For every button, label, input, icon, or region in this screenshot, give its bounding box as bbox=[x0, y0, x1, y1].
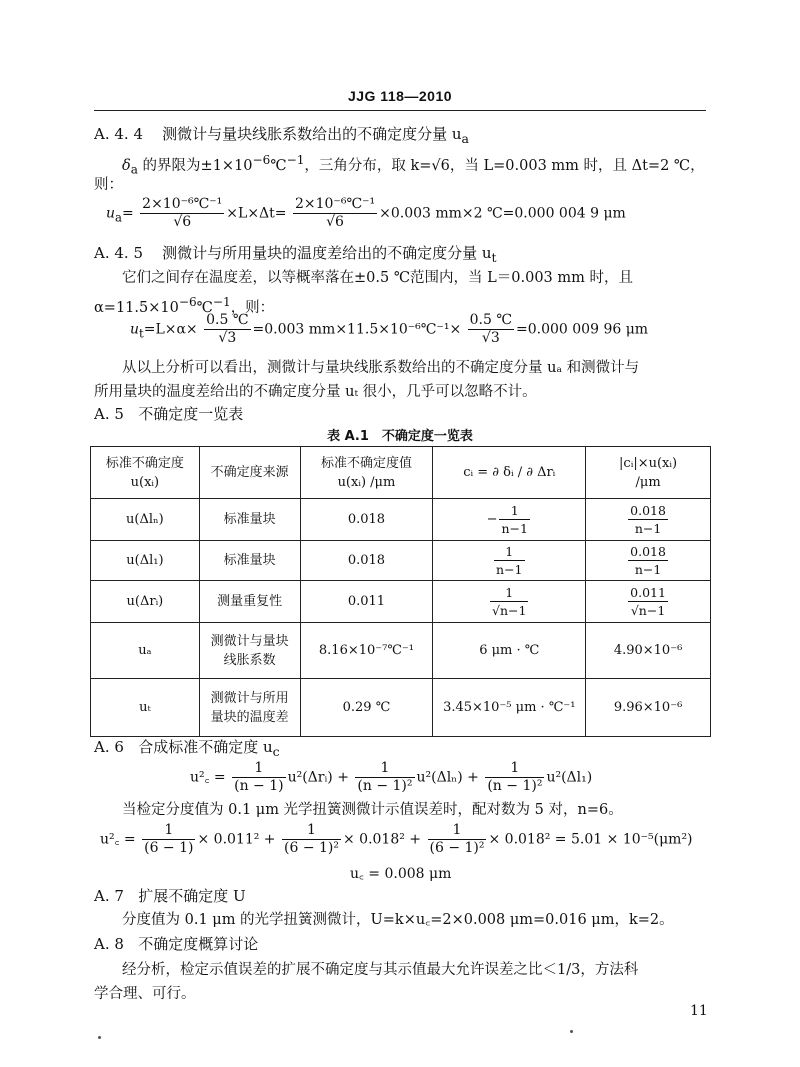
heading-a7: A. 7 扩展不确定度 U bbox=[94, 887, 246, 905]
header-cell: 不确定度来源 bbox=[199, 447, 300, 499]
paragraph-a44-2: 则： bbox=[94, 177, 123, 193]
table-row: uₐ 测微计与量块 线胀系数 8.16×10⁻⁷℃⁻¹ 6 μm · ℃ 4.90×10⁻⁶ bbox=[91, 623, 711, 679]
fraction: $\frac{0.018}{n-1}$ bbox=[630, 544, 666, 577]
header-cell: cᵢ = ∂ δᵢ / ∂ Δrᵢ bbox=[433, 447, 586, 499]
table-header-row bbox=[91, 447, 711, 499]
table-row: u(Δlₙ) 标准量块 0.018 − $\frac{1}{n-1}$ $\frac{0.018}{n-1}$ bbox=[91, 499, 711, 541]
fraction: $\frac{1}{\text{(n − 1)²}}$ bbox=[487, 760, 543, 794]
scan-speck bbox=[98, 1036, 101, 1039]
paragraph-a8-2: 学合理、可行。 bbox=[94, 986, 196, 1002]
fraction: $\frac{1}{n-1}$ bbox=[496, 544, 523, 577]
fraction: $\frac{0.018}{n-1}$ bbox=[630, 503, 666, 536]
table-row: u(Δrᵢ) 测量重复性 0.011 $\frac{1}{√n-1}$ $\frac{0.011}{√n-1}$ bbox=[91, 581, 711, 623]
paragraph-a45-1: 它们之间存在温度差，以等概率落在±0.5 ℃范围内，当 L＝0.003 mm 时，且 bbox=[122, 270, 634, 286]
fraction: $\frac{0.5 ℃}{√3}$ bbox=[206, 312, 249, 346]
fraction: $\frac{0.5 ℃}{√3}$ bbox=[469, 312, 513, 346]
paragraph-a44-1: $\delta_a$ 的界限为$\pm 1\times 10^{-6}℃^{-1}$，三角分布，取 k=√6，当 L=0.003 mm 时，且 Δt=2 ℃， bbox=[122, 153, 705, 177]
fraction: $\frac{1}{\text{(6 − 1)²}}$ bbox=[429, 822, 485, 856]
heading-a45: A. 4. 5 测微计与所用量块的温度差给出的不确定度分量 $u_t$ bbox=[94, 244, 497, 265]
equation-uc-result: u꜀ = 0.008 μm bbox=[350, 866, 452, 882]
heading-a8: A. 8 不确定度概算讨论 bbox=[94, 935, 259, 953]
fraction: $\frac{1}{(6 - 1)}$ bbox=[144, 822, 194, 856]
analysis-line-1: 从以上分析可以看出，测微计与量块线胀系数给出的不确定度分量 uₐ 和测微计与 bbox=[122, 360, 640, 376]
paragraph-a8-1: 经分析，检定示值误差的扩展不确定度与其示值最大允许误差之比＜1/3，方法科 bbox=[122, 962, 639, 978]
table-row: u(Δl₁) 标准量块 0.018 $\frac{1}{n-1}$ $\frac{0.018}{n-1}$ bbox=[91, 541, 711, 581]
fraction: $\frac{1}{(n - 1)}$ bbox=[234, 760, 284, 794]
header-cell: |cᵢ|×u(xᵢ) /μm bbox=[586, 447, 711, 499]
paragraph-a6: 当检定分度值为 0.1 μm 光学扭簧测微计示值误差时，配对数为 5 对，n=6。 bbox=[122, 802, 623, 818]
heading-a44: A. 4. 4 测微计与量块线胀系数给出的不确定度分量 $u_a$ bbox=[94, 125, 469, 146]
table-row: uₜ 测微计与所用 量块的温度差 0.29 ℃ 3.45×10⁻⁵ μm · ℃⁻¹ 9.96×10⁻⁶ bbox=[91, 679, 711, 737]
fraction: $\frac{\text{2×10⁻⁶℃⁻¹}}{√6}$ bbox=[142, 196, 223, 230]
heading-a5: A. 5 不确定度一览表 bbox=[94, 405, 244, 423]
equation-uc-general: u²꜀ = $\frac{1}{(n - 1)}$ u²(Δrᵢ) + $\frac{1}{\text{(n − 1)²}}$ u²(Δlₙ) + $\frac{1}{\text{(n − 1)²}}$ u²(Δl₁) bbox=[190, 760, 593, 794]
page-header: JJG 118—2010 bbox=[347, 88, 453, 104]
fraction: $\frac{1}{n-1}$ bbox=[501, 503, 528, 536]
fraction: $\frac{1}{\text{(n − 1)²}}$ bbox=[357, 760, 413, 794]
paragraph-a7: 分度值为 0.1 μm 的光学扭簧测微计，U=k×u꜀=2×0.008 μm=0.016 μm，k=2。 bbox=[122, 912, 674, 928]
header-rule bbox=[94, 110, 706, 111]
fraction: $\frac{1}{√n-1}$ bbox=[492, 585, 527, 618]
heading-a6: A. 6 合成标准不确定度 $u_c$ bbox=[94, 738, 280, 759]
paragraph-a45-2: $\alpha=11.5\times 10^{-6}℃^{-1}$，则： bbox=[94, 295, 275, 316]
scan-speck bbox=[570, 1030, 573, 1033]
fraction: $\frac{1}{\text{(6 − 1)²}}$ bbox=[284, 822, 339, 856]
equation-ut: $u_t=L\times\alpha\times$ $\frac{0.5 ℃}{√3}$ =0.003 mm×11.5×10⁻⁶℃⁻¹× $\frac{0.5 ℃}{√3}$ =0.000 009 96 μm bbox=[130, 312, 649, 346]
equation-uc-numeric: u²꜀ = $\frac{1}{(6 - 1)}$ × 0.011² + $\frac{1}{\text{(6 − 1)²}}$ × 0.018² + $\frac{1}{\text{(6 − 1)²}}$ × 0.018² = 5.01 × 10⁻⁵(μm²) bbox=[100, 822, 693, 856]
table-caption: 表 A.1 不确定度一览表 bbox=[327, 429, 473, 444]
analysis-line-2: 所用量块的温度差给出的不确定度分量 uₜ 很小，几乎可以忽略不计。 bbox=[94, 384, 537, 400]
uncertainty-table bbox=[90, 446, 711, 737]
header-cell: 标准不确定度 u(xᵢ) bbox=[91, 447, 200, 499]
header-cell: 标准不确定度值 u(xᵢ) /μm bbox=[300, 447, 433, 499]
equation-ua: $u_a=$ $\frac{\text{2×10⁻⁶℃⁻¹}}{√6}$ ×L×Δt= $\frac{\text{2×10⁻⁶℃⁻¹}}{√6}$ ×0.003 mm×2 ℃=0.000 004 9 μm bbox=[106, 196, 626, 230]
fraction: $\frac{\text{2×10⁻⁶℃⁻¹}}{√6}$ bbox=[294, 196, 376, 230]
fraction: $\frac{0.011}{√n-1}$ bbox=[630, 585, 666, 618]
page-number: 11 bbox=[690, 1003, 708, 1019]
